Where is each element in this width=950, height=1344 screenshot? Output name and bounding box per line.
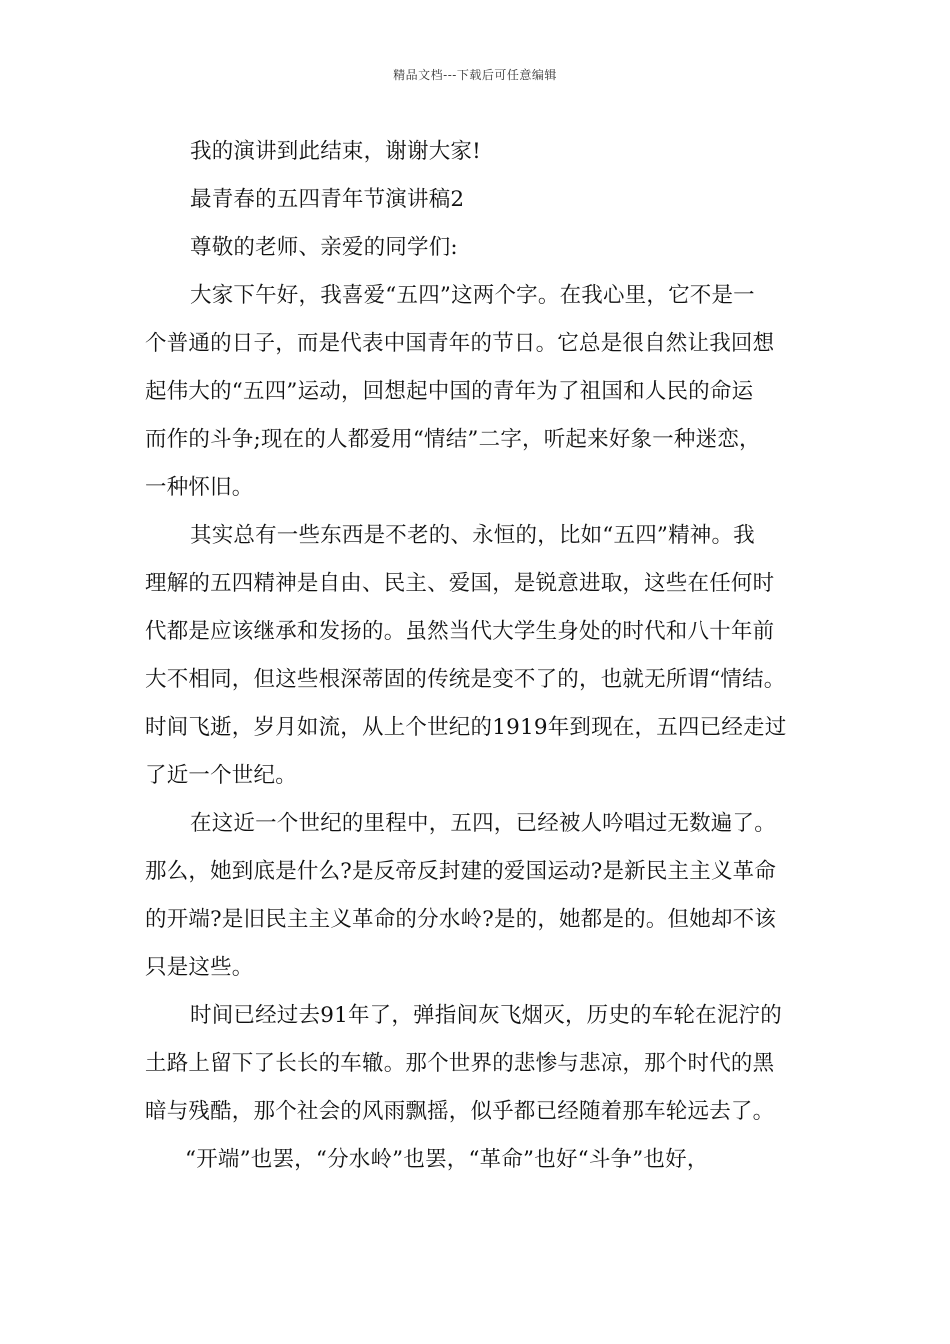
speech-title: 最青春的五四青年节演讲稿2 — [190, 187, 465, 212]
paragraph-line: 理解的五四精神是自由、民主、爱国，是锐意进取，这些在任何时 — [145, 571, 775, 596]
paragraph-line: 大不相同，但这些根深蒂固的传统是变不了的，也就无所谓“情结。 — [145, 667, 786, 692]
paragraph-line: 其实总有一些东西是不老的、永恒的，比如“五四”精神。我 — [190, 523, 755, 548]
paragraph-line: 我的演讲到此结束，谢谢大家! — [190, 139, 481, 164]
document-body — [145, 128, 825, 1184]
page-header: 精品文档---下载后可任意编辑 — [393, 68, 557, 82]
paragraph-line: 代都是应该继承和发扬的。虽然当代大学生身处的时代和八十年前 — [145, 619, 775, 644]
paragraph-line: 暗与残酷，那个社会的风雨飘摇，似乎都已经随着那车轮远去了。 — [145, 1099, 775, 1124]
paragraph-line: 时间飞逝，岁月如流，从上个世纪的1919年到现在，五四已经走过 — [145, 715, 787, 740]
paragraph-line: 那么，她到底是什么?是反帝反封建的爱国运动?是新民主主义革命 — [145, 859, 777, 884]
salutation: 尊敬的老师、亲爱的同学们: — [190, 235, 458, 260]
paragraph-line: 时间已经过去91年了，弹指间灰飞烟灭，历史的车轮在泥泞的 — [190, 1003, 782, 1028]
paragraph-line: 在这近一个世纪的里程中，五四，已经被人吟唱过无数遍了。 — [190, 811, 776, 836]
paragraph-line: 起伟大的“五四”运动，回想起中国的青年为了祖国和人民的命运 — [145, 379, 754, 404]
paragraph-line: 个普通的日子，而是代表中国青年的节日。它总是很自然让我回想 — [145, 331, 775, 356]
paragraph-line: 的开端?是旧民主主义革命的分水岭?是的，她都是的。但她却不该 — [145, 907, 777, 932]
paragraph-line: 只是这些。 — [145, 955, 254, 980]
paragraph-line: “开端”也罢，“分水岭”也罢，“革命”也好“斗争”也好， — [185, 1147, 709, 1172]
paragraph-line: 大家下午好，我喜爱“五四”这两个字。在我心里，它不是一 — [190, 283, 755, 308]
paragraph-line: 而作的斗争;现在的人都爱用“情结”二字，听起来好象一种迷恋， — [145, 427, 761, 452]
paragraph-line: 一种怀旧。 — [145, 475, 254, 500]
paragraph-line: 了近一个世纪。 — [145, 763, 297, 788]
paragraph-line: 土路上留下了长长的车辙。那个世界的悲惨与悲凉，那个时代的黑 — [145, 1051, 775, 1076]
